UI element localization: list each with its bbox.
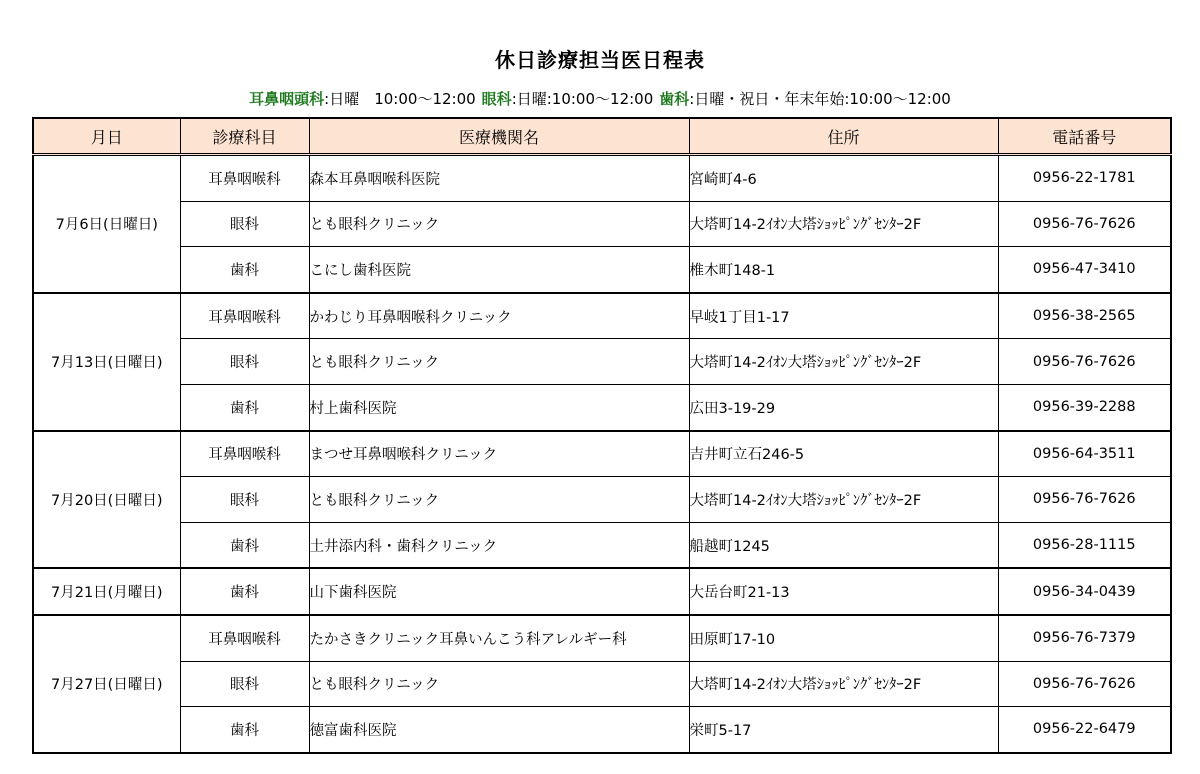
address-cell: 吉井町立石246-5	[689, 431, 998, 477]
tel-cell: 0956-39-2288	[998, 384, 1171, 430]
hours-text-ent: :日曜 10:00～12:00	[324, 90, 476, 108]
institution-cell: 森本耳鼻咽喉科医院	[309, 155, 689, 202]
table-header-row	[33, 118, 1171, 155]
hours-text-dental: :日曜・祝日・年末年始:10:00～12:00	[689, 90, 951, 108]
table-row	[33, 568, 1171, 615]
hours-dept-ent: 耳鼻咽頭科	[249, 90, 325, 108]
table-row	[33, 155, 1171, 202]
tel-cell: 0956-22-6479	[998, 707, 1171, 753]
dept-cell: 歯科	[180, 707, 309, 753]
address-cell: 栄町5-17	[689, 707, 998, 753]
dept-cell: 耳鼻咽喉科	[180, 431, 309, 477]
hours-dept-eye: 眼科	[481, 90, 512, 108]
schedule-table	[32, 117, 1172, 754]
institution-cell: とも眼科クリニック	[309, 477, 689, 523]
col-header-address: 住所	[689, 118, 998, 155]
tel-cell: 0956-76-7626	[998, 339, 1171, 385]
address-cell: 大岳台町21-13	[689, 568, 998, 615]
tel-cell: 0956-76-7626	[998, 661, 1171, 707]
tel-cell: 0956-34-0439	[998, 568, 1171, 615]
consultation-hours	[0, 88, 1200, 109]
table-row	[33, 293, 1171, 339]
table-row	[33, 339, 1171, 385]
table-row	[33, 522, 1171, 568]
dept-cell: 耳鼻咽喉科	[180, 293, 309, 339]
dept-cell: 耳鼻咽喉科	[180, 615, 309, 661]
hours-dept-dental: 歯科	[659, 90, 690, 108]
institution-cell: まつせ耳鼻咽喉科クリニック	[309, 431, 689, 477]
institution-cell: とも眼科クリニック	[309, 201, 689, 247]
table-row	[33, 384, 1171, 430]
dept-cell: 歯科	[180, 568, 309, 615]
dept-cell: 眼科	[180, 477, 309, 523]
table-row	[33, 615, 1171, 661]
institution-cell: たかさきクリニック耳鼻いんこう科アレルギー科	[309, 615, 689, 661]
dept-cell: 眼科	[180, 339, 309, 385]
institution-cell: こにし歯科医院	[309, 247, 689, 293]
table-row	[33, 201, 1171, 247]
address-cell: 椎木町148-1	[689, 247, 998, 293]
institution-cell: 山下歯科医院	[309, 568, 689, 615]
address-cell: 大塔町14-2ｲｵﾝ大塔ｼｮｯﾋﾟﾝｸﾞｾﾝﾀｰ2F	[689, 339, 998, 385]
tel-cell: 0956-22-1781	[998, 155, 1171, 202]
dept-cell: 歯科	[180, 522, 309, 568]
address-cell: 広田3-19-29	[689, 384, 998, 430]
address-cell: 大塔町14-2ｲｵﾝ大塔ｼｮｯﾋﾟﾝｸﾞｾﾝﾀｰ2F	[689, 201, 998, 247]
date-cell: 7月20日(日曜日)	[33, 431, 180, 569]
table-row	[33, 477, 1171, 523]
institution-cell: 徳富歯科医院	[309, 707, 689, 753]
dept-cell: 眼科	[180, 661, 309, 707]
tel-cell: 0956-47-3410	[998, 247, 1171, 293]
table-row	[33, 707, 1171, 753]
table-row	[33, 661, 1171, 707]
address-cell: 早岐1丁目1-17	[689, 293, 998, 339]
date-cell: 7月27日(日曜日)	[33, 615, 180, 753]
tel-cell: 0956-28-1115	[998, 522, 1171, 568]
table-row	[33, 247, 1171, 293]
dept-cell: 耳鼻咽喉科	[180, 155, 309, 202]
date-cell: 7月21日(月曜日)	[33, 568, 180, 615]
col-header-date: 月日	[33, 118, 180, 155]
address-cell: 大塔町14-2ｲｵﾝ大塔ｼｮｯﾋﾟﾝｸﾞｾﾝﾀｰ2F	[689, 661, 998, 707]
date-cell: 7月13日(日曜日)	[33, 293, 180, 431]
col-header-dept: 診療科目	[180, 118, 309, 155]
hours-text-eye: :日曜:10:00～12:00	[511, 90, 654, 108]
tel-cell: 0956-38-2565	[998, 293, 1171, 339]
table-row	[33, 431, 1171, 477]
institution-cell: 土井添内科・歯科クリニック	[309, 522, 689, 568]
dept-cell: 歯科	[180, 384, 309, 430]
address-cell: 田原町17-10	[689, 615, 998, 661]
dept-cell: 眼科	[180, 201, 309, 247]
institution-cell: 村上歯科医院	[309, 384, 689, 430]
page-title: 休日診療担当医日程表	[495, 48, 705, 72]
date-cell: 7月6日(日曜日)	[33, 155, 180, 293]
institution-cell: とも眼科クリニック	[309, 339, 689, 385]
address-cell: 宮崎町4-6	[689, 155, 998, 202]
col-header-tel: 電話番号	[998, 118, 1171, 155]
col-header-institution: 医療機関名	[309, 118, 689, 155]
tel-cell: 0956-64-3511	[998, 431, 1171, 477]
address-cell: 大塔町14-2ｲｵﾝ大塔ｼｮｯﾋﾟﾝｸﾞｾﾝﾀｰ2F	[689, 477, 998, 523]
institution-cell: とも眼科クリニック	[309, 661, 689, 707]
institution-cell: かわじり耳鼻咽喉科クリニック	[309, 293, 689, 339]
tel-cell: 0956-76-7379	[998, 615, 1171, 661]
tel-cell: 0956-76-7626	[998, 201, 1171, 247]
tel-cell: 0956-76-7626	[998, 477, 1171, 523]
address-cell: 船越町1245	[689, 522, 998, 568]
dept-cell: 歯科	[180, 247, 309, 293]
